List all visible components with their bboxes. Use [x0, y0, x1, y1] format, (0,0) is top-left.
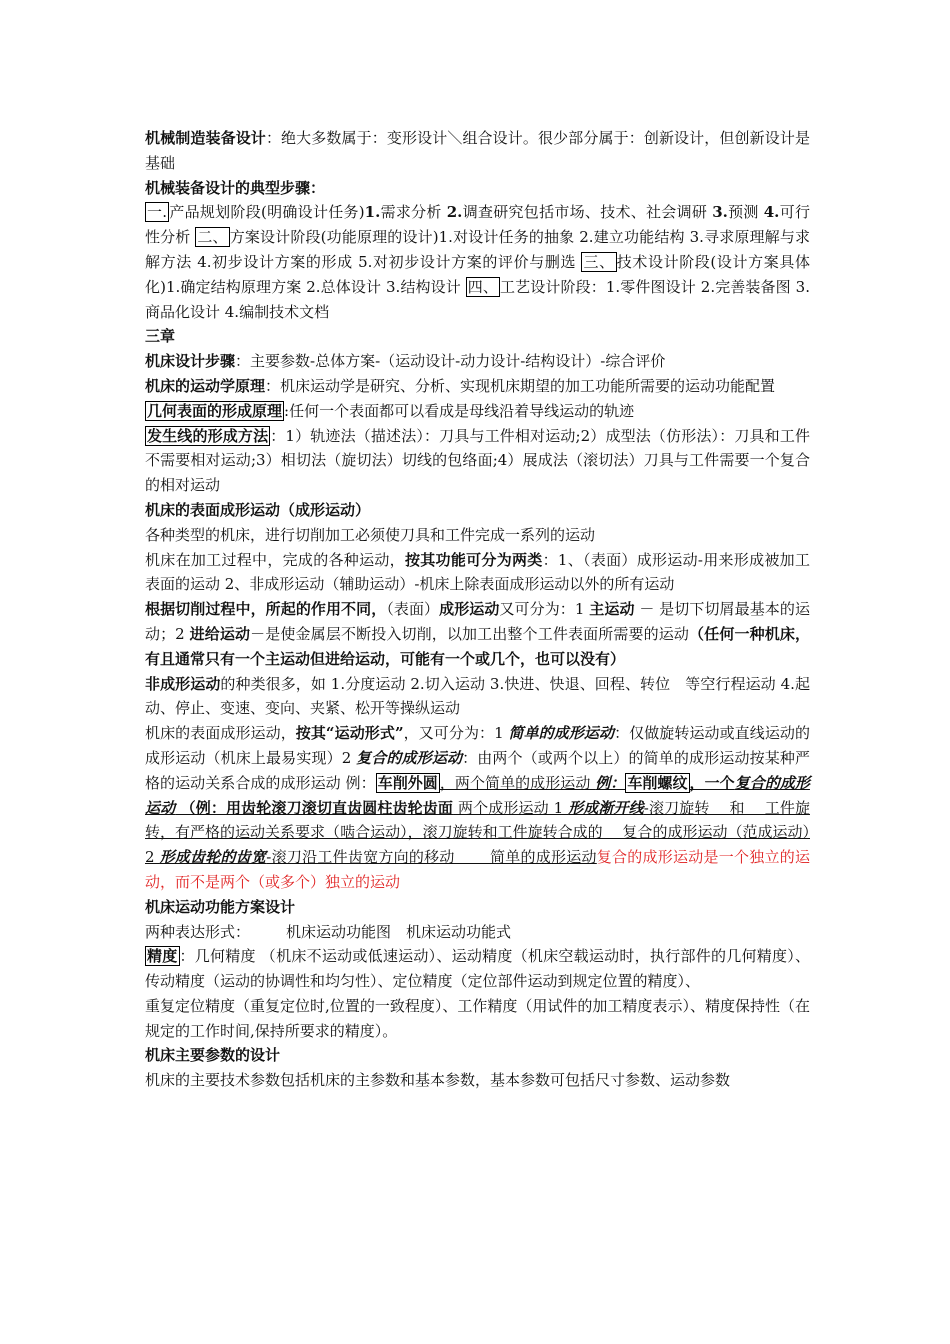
heading-inline: 机械制造装备设计	[145, 129, 266, 147]
text: ：1、（表面）成形运动-用来形成被加工表面的运动 2、非成形运动（辅助运动）-机床上除表面成形运动以外的所有运动	[145, 550, 810, 594]
text: ：几何精度 （机床不运动或低速运动）、运动精度（机床空载运动时，执行部件的几何精度）、传动精度（运动的协调性和均匀性）、定位精度（定位部件运动到规定位置的精度）、	[145, 947, 810, 991]
text: :任何一个表面都可以看成是母线沿着导线运动的轨迹	[284, 401, 635, 420]
heading-main-params: 机床主要参数的设计	[145, 1046, 281, 1065]
boxed-term: 车削螺纹	[627, 773, 688, 792]
para-accuracy-2: 重复定位精度（重复定位时,位置的一致程度）、工作精度（用试件的加工精度表示）、精度保持性（在规定的工作时间,保持所要求的精度）。	[145, 996, 810, 1040]
para-accuracy	[145, 944, 810, 994]
boxed-label: 二、	[197, 228, 228, 247]
underlined-bold-italic: 形成齿轮的齿宽	[159, 848, 267, 867]
text: ：仅做旋转运动或直线运动的成形运动（机床上最易实现）2	[145, 724, 810, 767]
text: 产品规划阶段(明确设计任务)	[169, 203, 365, 222]
text: 需求分析	[380, 203, 447, 222]
text: ：由两个（或两个以上）的简单的成形运动按某种严格的运动关系合成的成形运动 例：	[145, 748, 810, 792]
para-expressions	[145, 920, 810, 945]
text: 机床的表面成形运动，	[145, 724, 296, 743]
para-main-feed	[145, 597, 810, 671]
text: －是使金属层不断投入切削，以加工出整个工件表面所需要的运动	[250, 624, 690, 643]
underlined-bold-italic: 例：	[595, 773, 626, 792]
text: 工艺设计阶段：1.零件图设计 2.完善装备图 3.商品化设计 4.编制技术文档	[145, 277, 810, 321]
bold-text: 根据切削过程中，所起的作用不同，	[145, 600, 387, 619]
boxed-term: 车削外圆	[377, 773, 438, 792]
underlined-bold-italic: 复合的成形运动	[145, 773, 810, 817]
bold-text: 成形运动	[439, 600, 500, 619]
bold-italic-text: 复合的成形运动	[356, 748, 463, 767]
text: ：主要参数-总体方案-（运动设计-动力设计-结构设计）-综合评价	[235, 352, 666, 371]
underlined-text: -滚刀旋转 和 工件旋转，有严格的运动关系要求（啮合运动），滚刀旋转和工件旋转合成的 复合的成形运动（范成运动）2	[145, 798, 810, 867]
bold-text: （任何一种机床，有且通常只有一个主运动但进给运动，可能有一个或几个，也可以没有）	[145, 624, 810, 668]
text: － 是切下切屑最基本的运动；2	[145, 600, 810, 643]
bold-text: 主运动	[589, 600, 635, 619]
underlined-text: 两个成形运动 1	[453, 798, 569, 817]
heading-function-design: 机床运动功能方案设计	[145, 897, 296, 916]
boxed-label: 一.	[147, 203, 168, 222]
text: ，又可分为：1	[403, 724, 509, 743]
bold-text: 非成形运动	[145, 674, 221, 693]
boxed-heading: 精度	[147, 947, 178, 966]
bold-italic-text: 简单的成形运动	[508, 724, 615, 743]
para-kinematics	[145, 374, 810, 399]
boxed-heading: 发生线的形成方法	[147, 426, 269, 445]
para-motion-classes	[145, 548, 810, 598]
para-machine-steps	[145, 349, 810, 374]
underlined-text: -滚刀沿工件齿宽方向的移动 简单的成形运动	[266, 848, 597, 867]
number: 2.	[446, 203, 463, 222]
text: 方案设计阶段(功能原理的设计)1.对设计任务的抽象 2.建立功能结构 3.寻求原理解与求解方法 4.初步设计方案的形成 5.对初步设计方案的评价与删选	[145, 228, 810, 271]
text: 可行性分析	[145, 203, 810, 247]
text: ：机床运动学是研究、分析、实现机床期望的加工功能所需要的运动功能配置	[265, 376, 776, 395]
heading-inline: 机床的运动学原理	[145, 376, 266, 395]
para-design-type	[145, 126, 810, 176]
underlined-bold: ，一个	[689, 773, 735, 792]
document-page	[145, 126, 810, 1093]
text: ：绝大多数属于：变形设计＼组合设计。很少部分属于：创新设计，但创新设计是基础	[145, 129, 810, 172]
heading-inline: 机床设计步骤	[145, 352, 236, 371]
para-steps	[145, 200, 810, 324]
text: 的种类很多，如 1.分度运动 2.切入运动 3.快进、快退、回程、转位 等空行程运动 4.起动、停止、变速、变向、夹紧、松开等操纵运动	[145, 674, 810, 718]
red-note: 复合的成形运动是一个独立的运动，而不是两个（或多个）独立的运动	[145, 848, 810, 891]
text: （表面）	[386, 600, 440, 619]
boxed-heading: 几何表面的形成原理	[147, 401, 283, 420]
para-params: 机床的主要技术参数包括机床的主参数和基本参数，基本参数可包括尺寸参数、运动参数	[145, 1071, 731, 1090]
text: 机床在加工过程中，完成的各种运动，	[145, 550, 405, 569]
bold-text: 按其功能可分为两类	[404, 550, 543, 569]
bold-text: 进给运动	[189, 624, 251, 643]
number: 1.	[364, 203, 381, 222]
text: 技术设计阶段(设计方案具体化)1.确定结构原理方案 2.总体设计 3.结构设计	[145, 252, 810, 296]
text: 调查研究包括市场、技术、社会调研	[462, 203, 713, 222]
boxed-label: 三、	[583, 252, 615, 271]
text: 又可分为：1	[499, 600, 590, 619]
underlined-bold: （例：用齿轮滚刀滚切直齿圆柱齿轮齿面	[175, 798, 454, 817]
text: ：1）轨迹法（描述法）：刀具与工件相对运动;2）成型法（仿形法）：刀具和工件不需要相对运动;3）相切法（旋切法）切线的包络面;4）展成法（滚切法）刀具与工件需要一个复合的相对运动	[145, 426, 810, 495]
boxed-label: 四、	[467, 277, 499, 296]
number: 4.	[763, 203, 780, 222]
number: 3.	[712, 203, 728, 222]
chapter-heading: 三章	[145, 327, 176, 346]
para-nonforming	[145, 672, 810, 722]
heading-forming-motion: 机床的表面成形运动（成形运动）	[145, 500, 371, 519]
underlined-bold-italic: 形成渐开线	[568, 798, 644, 817]
heading-typical-steps: 机械装备设计的典型步骤：	[145, 178, 326, 197]
text: 机床运动功能图 机床运动功能式	[286, 922, 512, 941]
bold-text: 按其“运动形式”	[295, 724, 404, 743]
para-surface-principle	[145, 399, 810, 424]
underlined-text: ，两个简单的成形运动	[439, 773, 596, 792]
text: 两种表达形式：	[145, 922, 251, 941]
para-motion-forms	[145, 721, 810, 895]
para-generatrix	[145, 424, 810, 498]
para-motions: 各种类型的机床，进行切削加工必须使刀具和工件完成一系列的运动	[145, 525, 596, 544]
text: 预测	[727, 203, 764, 222]
